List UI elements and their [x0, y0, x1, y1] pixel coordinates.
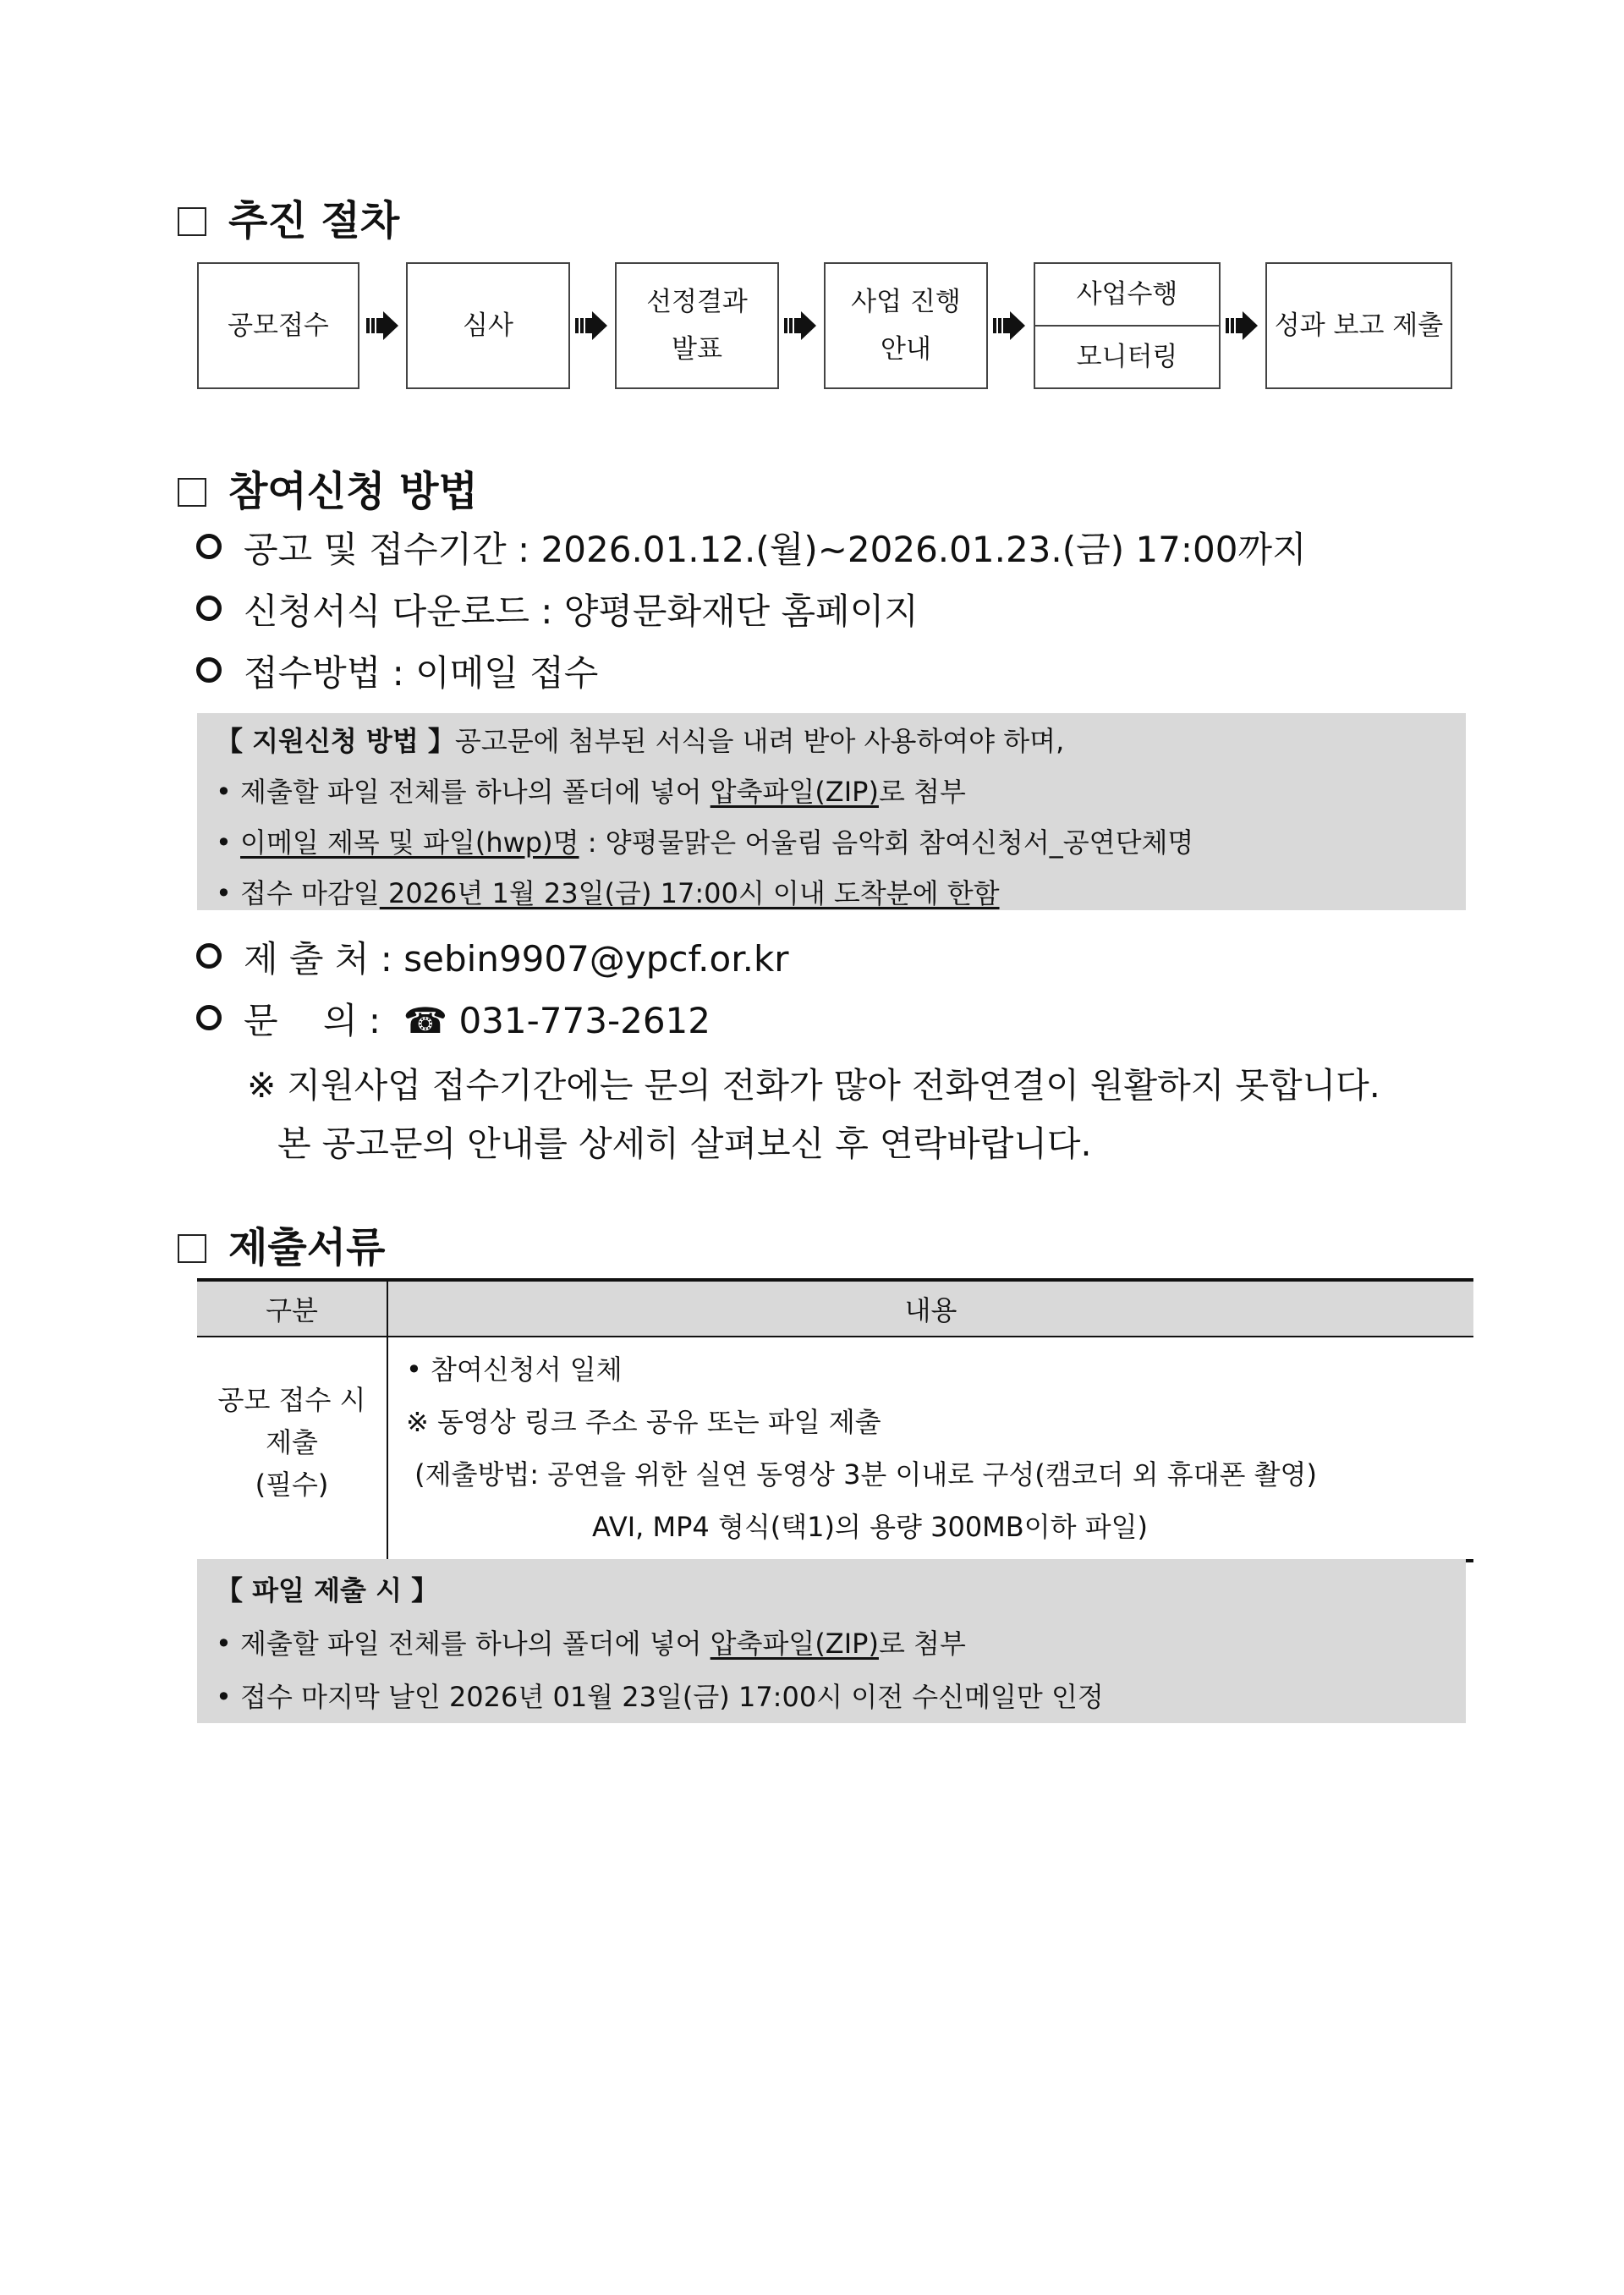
square-icon	[178, 478, 206, 507]
apply-info-heading: 【 지원신청 방법 】공고문에 첨부된 서식을 내려 받아 사용하여야 하며,	[216, 725, 1065, 757]
step-label: 선정결과	[646, 287, 748, 317]
circle-bullet-icon	[196, 596, 222, 621]
apply-info-line: • 이메일 제목 및 파일(hwp)명 : 양평물맑은 어울림 음악회 참여신청서_공연단체명	[216, 826, 1194, 859]
documents-table	[197, 1278, 1473, 1562]
step-review	[406, 262, 570, 389]
file-submit-line: • 제출할 파일 전체를 하나의 폴더에 넣어 압축파일(ZIP)로 첨부	[216, 1628, 966, 1660]
step-report	[1265, 262, 1452, 389]
apply-period: 공고 및 접수기간 : 2026.01.12.(월)~2026.01.23.(금) 17:00까지	[196, 522, 1307, 573]
step-announcement	[615, 262, 779, 389]
section-title-apply: 참여신청 방법	[178, 458, 478, 517]
step-monitoring	[1034, 262, 1221, 389]
inquiry-phone: 문 의 : ☎ 031-773-2612	[196, 993, 710, 1044]
step-label: 사업수행	[1076, 279, 1178, 310]
circle-bullet-icon	[196, 943, 222, 969]
file-submit-box	[197, 1559, 1466, 1723]
file-submit-line: • 접수 마지막 날인 2026년 01월 23일(금) 17:00시 이전 수신메일만 인정	[216, 1681, 1104, 1713]
circle-bullet-icon	[196, 657, 222, 683]
table-header: 구분	[197, 1280, 387, 1337]
arrow-right-icon	[1226, 310, 1259, 341]
arrow-right-icon	[993, 310, 1027, 341]
step-label: 모니터링	[1076, 342, 1178, 372]
step-label: 성과 보고 제출	[1274, 310, 1444, 341]
contact-note: 본 공고문의 안내를 상세히 살펴보신 후 연락바랍니다.	[277, 1123, 1092, 1164]
apply-method: 접수방법 : 이메일 접수	[196, 645, 598, 696]
arrow-right-icon	[784, 310, 818, 341]
square-icon	[178, 1234, 206, 1263]
step-label: 심사	[463, 310, 513, 341]
email-link[interactable]: sebin9907@ypcf.or.kr	[403, 938, 789, 980]
square-icon	[178, 207, 206, 236]
step-label: 사업 진행	[851, 287, 961, 317]
step-guidance	[824, 262, 988, 389]
apply-form-download: 신청서식 다운로드 : 양평문화재단 홈페이지	[196, 584, 919, 634]
apply-info-box	[197, 713, 1466, 910]
arrow-right-icon	[575, 310, 609, 341]
phone-number: 031-773-2612	[458, 1000, 710, 1041]
section-title-procedure: 추진 절차	[178, 188, 399, 246]
file-submit-heading: 【 파일 제출 시 】	[216, 1574, 439, 1606]
circle-bullet-icon	[196, 534, 222, 559]
contact-note: ※ 지원사업 접수기간에는 문의 전화가 많아 전화연결이 원활하지 못합니다.	[247, 1065, 1380, 1106]
step-label: 발표	[672, 334, 722, 365]
apply-info-line: • 제출할 파일 전체를 하나의 폴더에 넣어 압축파일(ZIP)로 첨부	[216, 776, 966, 808]
arrow-right-icon	[366, 310, 400, 341]
circle-bullet-icon	[196, 1005, 222, 1030]
table-cell: 공모 접수 시 제출 (필수)	[197, 1337, 387, 1561]
step-label: 안내	[881, 334, 931, 365]
step-application	[197, 262, 359, 389]
table-header-row	[197, 1280, 1473, 1337]
step-label: 공모접수	[228, 310, 329, 341]
table-row	[197, 1337, 1473, 1561]
section-title-documents: 제출서류	[178, 1215, 385, 1273]
submit-email: 제 출 처 : sebin9907@ypcf.or.kr	[196, 931, 789, 982]
table-cell: • 참여신청서 일체 ※ 동영상 링크 주소 공유 또는 파일 제출 (제출방법: 공연을 위한 실연 동영상 3분 이내로 구성(캠코더 외 휴대폰 촬영) AVI, MP4 형식(택1)의 용량 300MB이하 파일)	[387, 1337, 1473, 1561]
table-header: 내용	[387, 1280, 1473, 1337]
phone-icon: ☎	[403, 1000, 448, 1041]
apply-info-line: • 접수 마감일 2026년 1월 23일(금) 17:00시 이내 도착분에 한함	[216, 877, 1000, 909]
